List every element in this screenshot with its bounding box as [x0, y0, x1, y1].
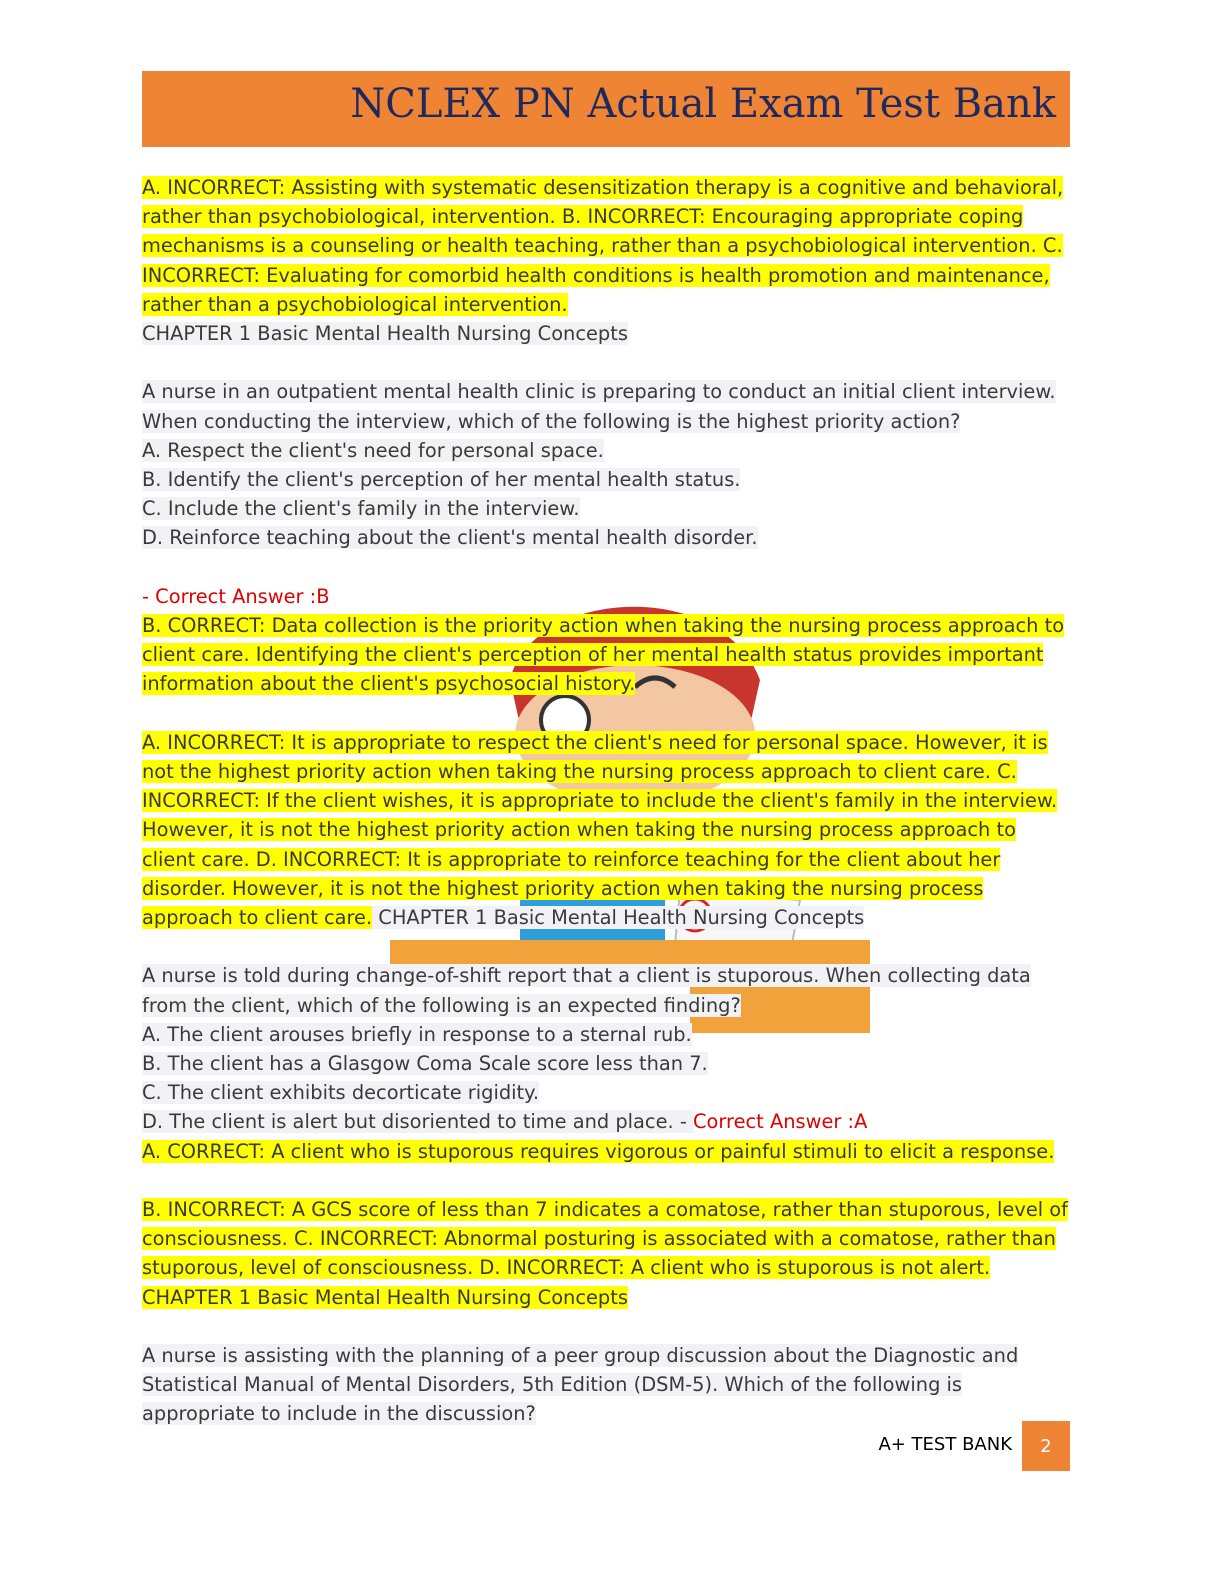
intro-rationale: A. INCORRECT: Assisting with systematic desensitization therapy is a cognitive and behavioral, rather than psychobiological, intervention. B. INCORRECT: Encouraging appropriate coping mechanisms is a counseling or health teaching, rather than a psychobiological intervention. C. INCORRECT: Evaluating for comorbid health conditions is health promotion and maintenance, rather than a psychobiological intervention.	[142, 176, 1064, 316]
q2-correct-rationale: A. CORRECT: A client who is stuporous requires vigorous or painful stimuli to elicit a response.	[142, 1139, 1055, 1163]
q2-option-b: B. The client has a Glasgow Coma Scale score less than 7.	[142, 1052, 708, 1076]
q2-option-d: D. The client is alert but disoriented to time and place. -	[142, 1110, 694, 1134]
q1-option-b: B. Identify the client's perception of her mental health status.	[142, 468, 741, 492]
q1-option-d: D. Reinforce teaching about the client's mental health disorder.	[142, 526, 758, 550]
q1-correct-answer: - Correct Answer :B	[142, 584, 330, 608]
q2-stem: A nurse is told during change-of-shift report that a client is stuporous. When collecting data from the client, which of the following is an expected finding?	[142, 964, 1031, 1017]
header-banner	[142, 71, 1070, 147]
q1-chapter: CHAPTER 1 Basic Mental Health Nursing Concepts	[372, 906, 865, 930]
document-title: NCLEX PN Actual Exam Test Bank	[350, 81, 1056, 127]
q1-stem: A nurse in an outpatient mental health clinic is preparing to conduct an initial client interview. When conducting the interview, which of the following is the highest priority action?	[142, 380, 1056, 433]
q1-option-c: C. Include the client's family in the interview.	[142, 497, 580, 521]
q1-option-a: A. Respect the client's need for personal space.	[142, 438, 604, 462]
q2-correct-answer: Correct Answer :A	[693, 1110, 868, 1134]
q2-option-c: C. The client exhibits decorticate rigidity.	[142, 1081, 540, 1105]
intro-chapter: CHAPTER 1 Basic Mental Health Nursing Concepts	[142, 322, 628, 346]
q2-chapter: CHAPTER 1 Basic Mental Health Nursing Concepts	[142, 1285, 628, 1309]
page-number: 2	[1022, 1421, 1070, 1471]
document-body	[142, 173, 1072, 1429]
footer-label: A+ TEST BANK	[878, 1434, 1012, 1455]
q3-stem: A nurse is assisting with the planning of a peer group discussion about the Diagnostic and Statistical Manual of Mental Disorders, 5th Edition (DSM-5). Which of the following is appropriate to include in the discussion?	[142, 1344, 1019, 1426]
q1-incorrect-rationale: A. INCORRECT: It is appropriate to respect the client's need for personal space. However, it is not the highest priority action when taking the nursing process approach to client care. C. INCORRECT: If the client wishes, it is appropriate to include the client's family in the interview. However, it is not the highest priority action when taking the nursing process approach to client care. D. INCORRECT: It is appropriate to reinforce teaching for the client about her disorder. However, it is not the highest priority action when taking the nursing process approach to client care.	[142, 730, 1058, 930]
q2-option-a: A. The client arouses briefly in response to a sternal rub.	[142, 1022, 692, 1046]
q1-correct-rationale: B. CORRECT: Data collection is the priority action when taking the nursing process approach to client care. Identifying the client's perception of her mental health status provides important information about the client's psychosocial history.	[142, 614, 1065, 696]
q2-incorrect-rationale: B. INCORRECT: A GCS score of less than 7 indicates a comatose, rather than stuporous, level of consciousness. C. INCORRECT: Abnormal posturing is associated with a comatose, rather than stuporous, level of consciousness. D. INCORRECT: A client who is stuporous is not alert.	[142, 1198, 1068, 1280]
